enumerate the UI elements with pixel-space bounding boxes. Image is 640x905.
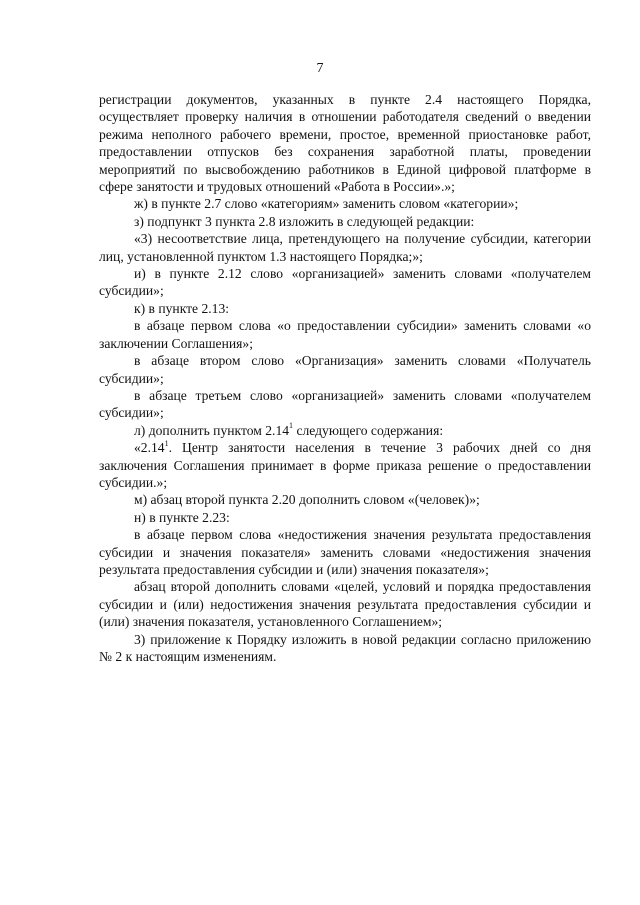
paragraph	[99, 91, 591, 195]
paragraph	[99, 631, 591, 666]
superscript: 1	[289, 421, 294, 431]
paragraph	[99, 317, 591, 352]
paragraph	[99, 509, 591, 526]
paragraph	[99, 300, 591, 317]
superscript: 1	[164, 438, 169, 448]
paragraph	[99, 439, 591, 491]
paragraph-text: л) дополнить пунктом 2.14	[134, 422, 290, 438]
paragraph-text: 3) приложение к Порядку изложить в новой редакции согласно приложению № 2 к настоящим изменениям.	[99, 631, 591, 664]
paragraph	[99, 422, 591, 439]
document-body	[99, 91, 591, 665]
paragraph	[99, 526, 591, 578]
paragraph-text: н) в пункте 2.23:	[134, 509, 230, 525]
paragraph-text: регистрации документов, указанных в пункте 2.4 настоящего Порядка, осуществляет проверку наличия в отношении работодателя сведений о введении режима неполного рабочего времени, простое, временной приостановке работ, предоставлении отпусков без сохранения заработной платы, проведении мероприятий по высвобождению работников в Единой цифровой платформе в сфере занятости и трудовых отношений «Работа в России».»;	[99, 92, 591, 195]
paragraph-text: к) в пункте 2.13:	[134, 300, 230, 316]
paragraph	[99, 265, 591, 300]
paragraph	[99, 387, 591, 422]
paragraph	[99, 491, 591, 508]
page-number: 7	[316, 61, 324, 76]
paragraph-text: «2.14	[134, 440, 165, 456]
paragraph-text: «3) несоответствие лица, претендующего на получение субсидии, категории лиц, установленной пунктом 1.3 настоящего Порядка;»;	[99, 231, 591, 264]
paragraph-text: абзац второй дополнить словами «целей, условий и порядка предоставления субсидии и (или) недостижения значения результата предоставления субсидии и (или) значения показателя, установленного Соглашением»;	[99, 579, 591, 630]
paragraph-text: следующего содержания:	[293, 422, 444, 438]
paragraph	[99, 352, 591, 387]
paragraph-text: и) в пункте 2.12 слово «организацией» заменить словами «получателем субсидии»;	[99, 266, 591, 299]
paragraph	[99, 195, 591, 212]
paragraph-text: в абзаце первом слова «о предоставлении субсидии» заменить словами «о заключении Соглашения»;	[99, 318, 591, 351]
paragraph	[99, 213, 591, 230]
paragraph-text: . Центр занятости населения в течение 3 рабочих дней со дня заключения Соглашения принимает в форме приказа решение о предоставлении субсидии.»;	[99, 440, 591, 490]
paragraph-text: в абзаце втором слово «Организация» заменить словами «Получатель субсидии»;	[99, 353, 591, 386]
paragraph-text: з) подпункт 3 пункта 2.8 изложить в следующей редакции:	[134, 213, 475, 229]
paragraph-text: в абзаце третьем слово «организацией» заменить словами «получателем субсидии»;	[99, 387, 591, 421]
paragraph-text: в абзаце первом слова «недостижения значения результата предоставления субсидии и значения показателя» заменить словами «недостижения значения результата предоставления субсидии и (или) значения показателя»;	[99, 527, 591, 577]
paragraph-text: м) абзац второй пункта 2.20 дополнить словом «(человек)»;	[134, 492, 480, 508]
paragraph	[99, 578, 591, 630]
paragraph-text: ж) в пункте 2.7 слово «категориям» заменить словом «категории»;	[134, 196, 519, 212]
paragraph	[99, 230, 591, 265]
